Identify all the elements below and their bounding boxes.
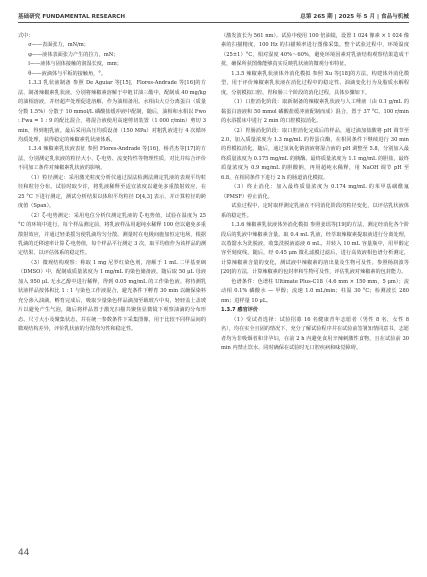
paragraph: 试验过程中，定时取样测定乳液在不同消化阶段的粒径变化，以评估乳状液体系的稳定性。 [221,203,409,219]
paragraph: θ——液滴体与平板的接触角，°。 [28,70,106,77]
paragraph: （3）微观结构观察：称取 1 mg 尼罗红染色剂，溶解于 1 mL 二甲基亚砜（DMSO）中，配制成质量浓度为 1 mg/mL 的染色储备液。随后取 50 μL 母液加入 950 μL 无水乙醇中进行稀释，得到 0.05 mg/mL 的工作染色液。将待测乳状液样品按体积比 1 : 1 与染色工作液混合，避光条件下孵育 30 min 以确保染料充分渗入油滴。孵育完成后，吸取少量染色样品滴加至载玻片中央，轻轻盖上盖玻片以避免产生气泡，随后将样品置于激光扫描共聚焦显微镜下观察油滴的分布形态、尺寸大小及聚集状态，并在统一参数条件下采集图像，用于比较不同样品间的微观结构差异，评价乳状液的分散均匀性和稳定性。 [18,259,206,333]
paragraph: φ——液体表面张力产生的拉力，mN； [28,51,119,58]
left-text-column [18,32,206,542]
paragraph: 1.3.3 乳状液制备 参照 De Aguiar 等[15]，Flores-Andrade 等[16]的方法，制备辣椒素乳状液。分别将辣椒素溶解于中链甘油三酯中，配制成 40 mg/kg 的油相溶液，并经超声处理促进溶解，作为油相备用。水相由大豆分离蛋白（质量分数 1.5%）分散于 10 mmol/L 磷酸盐缓冲液中配制，随后，油相和水相以 Fwo : Fwa = 1 : 9 的配比混合，将混合液使用高速剪切装置（1 000 r/min）剪切 3 min，得到粗乳液。最后采用高压均质设备（150 MPa）对粗乳液进行 4 次循环均质处理，获得稳定的辣椒素乳状液体系。 [18,80,206,143]
header-rule [18,22,409,23]
paragraph: 1.3.4 辣椒素乳状液表征 参照 Flores-Andrade 等[16]，杨君杰等[17]的方法，分别测定乳状液的粒径大小、ζ-电势、流变特性等物理性质，对比并综合评价不同加工条件对辣椒素乳状液的影响。 [18,146,206,172]
page-header [18,10,409,24]
paragraph: l——液体与固体接触的润湿长度，mm； [28,61,122,68]
paragraph: （2）胃肠消化阶段：取口腔消化完成后的样品，通过滴加盐酸将 pH 调节至 2.0，加入质量浓度为 1.3 mg/mL 的胃蛋白酶，在相同条件下继续进行 30 min 的胃模拟消化。随后，通过氢氧化钠溶液将混合液的 pH 调整至 5.8，分别加入最终质量浓度为 0.175 mg/mL 的胰酶、最终质量浓度为 1.1 mg/mL 的胆盐，最终质量浓度为 0.9 mg/mL 的胆酸钠，再用超纯水稀释，用 NaOH 调节 pH 至 6.8，在相同条件下进行 2 h 的肠道消化模拟。 [221,127,409,181]
page-number: 44 [18,548,30,558]
paragraph: （2）ζ-电势测定：采用电位分析仪测定乳液的 ζ-电势值，试验在温度为 25 °C 的环境中进行。每个样品测定前，将乳液样品用超纯水稀释 100 倍以避免多重散射效应，并通过轻柔摇匀使乳滴均匀分散。测量时在电极间施加恒定电场，根据乳滴的迁移速率计算 ζ-电势值，每个样品平行测定 3 次，取平均值作为该样品的测定结果，以评估体系的稳定性。 [18,212,206,257]
paragraph: （1）口腔消化阶段：取新制备的辣椒素乳状液与人工唾液（由 0.1 g/mL 的黏蛋白溶液和 50 mmol 磷酸盐缓冲液配制而成）混合，置于 37 °C、100 r/min 的水浴摇床中进行 2 min 的口腔模拟消化。 [221,99,409,125]
journal-section-label: 基础研究 FUNDAMENTAL RESEARCH [18,14,126,20]
paragraph: 式中： [18,33,34,39]
paragraph: （1）受试者选择：试验招募 16 名健康青年志愿者（男性 8 名，女性 8 名），均在实全且固的情况下，充分了解试验程序并在试验前签署知情同意书。志愿者均为非吸烟者和非孕妇，在前 2 h 内避免食用辛辣刺激性食物，且在试验前 30 min 内禁止饮水，同时确保在试验时无口腔疾病和味觉障碍。 [221,316,409,351]
paragraph: 色谱条件：色谱柱 Ultimate Plus-C18（4.6 mm × 150 mm，5 μm）；流动相 0.1% 磷酸水 — 甲醇；流速 1.0 mL/min；柱温 30 °C；检测波长 280 nm；进样量 10 μL。 [221,278,409,304]
paragraph: （激发波长为 561 nm）。试验中使用 100 倍油镜，设置 1 024 像素 × 1 024 像素的扫描精度，100 Hz 的扫描频率进行图像采集。整个试验过程中，环境温度（25±1）°C，相对湿度 40%～60%，避免环境因素对乳液结构观察结果造成干扰，确保所获图像能够真实反映乳状液的微观分布特征。 [221,33,409,68]
section-heading: 1.3.7 感官评价 [221,307,258,314]
paragraph: （3）终止消化：加入最终质量浓度为 0.174 mg/mL 的苯甲基磺酰氟（PMSF）停止消化。 [221,184,409,200]
paragraph: σ——表面张力，mN/m； [28,42,89,49]
paragraph: （1）粒径测定：采用激光粒度分析仪通过湿法检测法测定乳液的表观平均粒径和粒径分布。试验时取少许，将乳液稀释至适宜浓度以避免多重散射效应，在 25 °C 下进行测定，测试分析结果以体积平均粒径 D[4,3] 表示，并计算粒径的跨度值（Span）。 [18,174,206,210]
right-text-column [221,32,409,542]
journal-issue-info: 总第 265 期 | 2025 年 5 月 | 食品与机械 [300,14,409,20]
paragraph: 1.3.5 辣椒素乳状液体外消化模拟 参照 Xu 等[18]的方法，构建体外消化模型，用于评价辣椒素乳状液在消化过程中的稳定性、油滴变化行为及脂质水解程度，分别模拟口腔、胃和肠三个阶段的消化过程，具体步骤如下。 [221,70,409,96]
paragraph: 1.3.6 辣椒素乳状液体外消化模拟 参照姜瑶等[19]的方法，测定经消化各个阶段后的乳液中辣椒素含量。取 0.4 mL 乳液，经萃取辣椒素提取液进行分离处理，以蒸馏水为洗脱液，收集洗脱液滤液 6 mL，并转入 10 mL 容量瓶中，用甲醇定容至刻度线。随后，经 0.45 μm 微孔滤膜过滤后，进行高效液相色谱分析测定，计算辣椒素含量的变化，测试液中辣椒素的溶出量及生物可及性。参照杨润波等[20]的方法，计算辣椒素的包封率和生物可及性，评估乳液对辣椒素的包封能力。 [221,222,409,276]
